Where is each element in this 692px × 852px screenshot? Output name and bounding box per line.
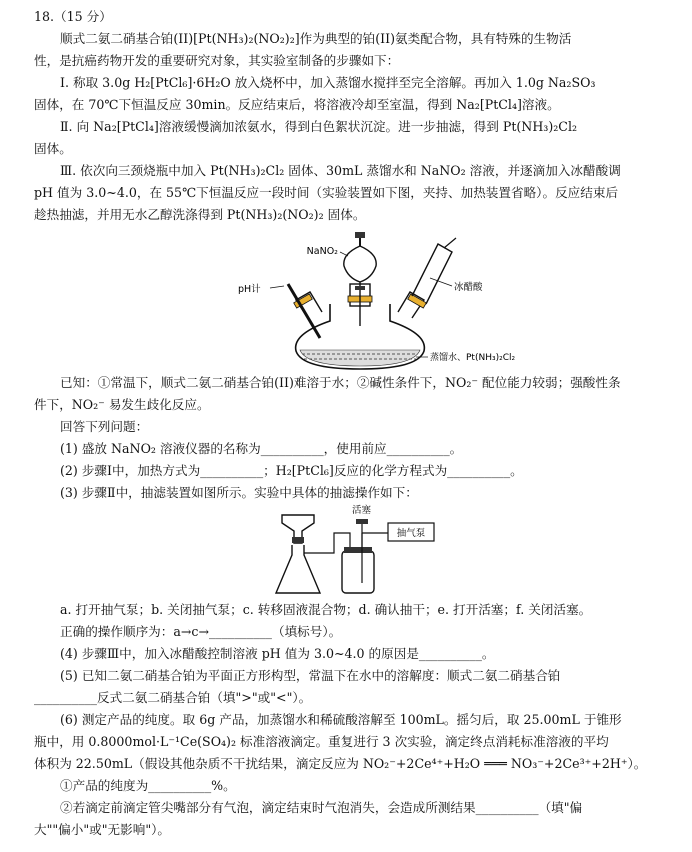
- text-line: 趁热抽滤，并用无水乙醇洗涤得到 Pt(NH₃)₂(NO₂)₂ 固体。: [34, 207, 366, 222]
- text-line: (3) 步骤Ⅱ中，抽滤装置如图所示。实验中具体的抽滤操作如下：: [60, 485, 418, 500]
- text-line: (1) 盛放 NaNO₂ 溶液仪器的名称为__________，使用前应__________。: [60, 441, 463, 456]
- text-line: 正确的操作顺序为：a→c→__________（填标号）。: [60, 624, 342, 639]
- suction-filtration-figure: [270, 503, 440, 598]
- text-line: 回答下列问题：: [60, 419, 149, 434]
- text-line: a. 打开抽气泵；b. 关闭抽气泵；c. 转移固液混合物；d. 确认抽干；e. 打开活塞；f. 关闭活塞。: [60, 602, 592, 617]
- text-line: 顺式二氨二硝基合铂(II)[Pt(NH₃)₂(NO₂)₂]作为典型的铂(II)氨类配合物，具有特殊的生物活: [60, 31, 572, 46]
- text-line: 固体，在 70℃下恒温反应 30min。反应结束后，将溶液冷却至室温，得到 Na₂[PtCl₄]溶液。: [34, 97, 560, 112]
- text-line: 18.（15 分）: [34, 9, 112, 24]
- text-line: Ⅲ. 依次向三颈烧瓶中加入 Pt(NH₃)₂Cl₂ 固体、30mL 蒸馏水和 NaNO₂ 溶液，并逐滴加入冰醋酸调: [60, 163, 621, 178]
- text-line: ②若滴定前滴定管尖嘴部分有气泡，滴定结束时气泡消失，会造成所测结果__________（填"偏: [60, 800, 583, 815]
- label-pump: 抽气泵: [396, 528, 426, 539]
- text-line: 体积为 22.50mL（假设其他杂质不干扰结果，滴定反应为 NO₂⁻+2Ce⁴⁺+H₂O ═══ NO₃⁻+2Ce³⁺+2H⁺）。: [34, 756, 647, 771]
- text-line: 瓶中，用 0.8000mol·L⁻¹Ce(SO₄)₂ 标准溶液滴定。重复进行 3 次实验，滴定终点消耗标准溶液的平均: [34, 734, 609, 749]
- three-neck-flask-figure: [230, 226, 516, 371]
- text-line: ①产品的纯度为__________%。: [60, 778, 236, 793]
- text-line: (5) 已知二氨二硝基合铂为平面正方形构型，常温下在水中的溶解度：顺式二氨二硝基合铂: [60, 668, 561, 683]
- text-line: 固体。: [34, 141, 72, 156]
- text-line: pH 值为 3.0~4.0，在 55℃下恒温反应一段时间（实验装置如下图，夹持、加热装置省略）。反应结束后: [34, 185, 619, 200]
- text-line: (4) 步骤Ⅲ中，加入冰醋酸控制溶液 pH 值为 3.0~4.0 的原因是__________。: [60, 646, 495, 661]
- label-nano2: NaNO₂: [306, 246, 338, 257]
- text-line: 已知：①常温下，顺式二氨二硝基合铂(II)难溶于水；②碱性条件下，NO₂⁻ 配位能力较弱；强酸性条: [60, 375, 621, 390]
- text-line: (2) 步骤Ⅰ中，加热方式为__________；H₂[PtCl₆]反应的化学方程式为__________。: [60, 463, 523, 478]
- text-line: (6) 测定产品的纯度。取 6g 产品，加蒸馏水和稀硫酸溶解至 100mL。摇匀后，取 25.00mL 于锥形: [60, 712, 622, 727]
- label-valve: 活塞: [352, 505, 372, 516]
- label-flask-content: 蒸馏水、Pt(NH₃)₂Cl₂: [430, 353, 516, 363]
- text-line: 大""偏小"或"无影响"）。: [34, 822, 171, 837]
- text-line: 性，是抗癌药物开发的重要研究对象，其实验室制备的步骤如下：: [34, 53, 400, 68]
- label-acid: 冰醋酸: [454, 282, 483, 293]
- label-ph-meter: pH计: [238, 284, 261, 295]
- text-line: 件下，NO₂⁻ 易发生歧化反应。: [34, 397, 210, 412]
- text-line: Ⅱ. 向 Na₂[PtCl₄]溶液缓慢滴加浓氨水，得到白色絮状沉淀。进一步抽滤，得到 Pt(NH₃)₂Cl₂: [60, 119, 578, 134]
- text-line: Ⅰ. 称取 3.0g H₂[PtCl₆]·6H₂O 放入烧杯中，加入蒸馏水搅拌至完全溶解。再加入 1.0g Na₂SO₃: [60, 75, 596, 90]
- text-line: __________反式二氨二硝基合铂（填">"或"<"）。: [34, 690, 312, 705]
